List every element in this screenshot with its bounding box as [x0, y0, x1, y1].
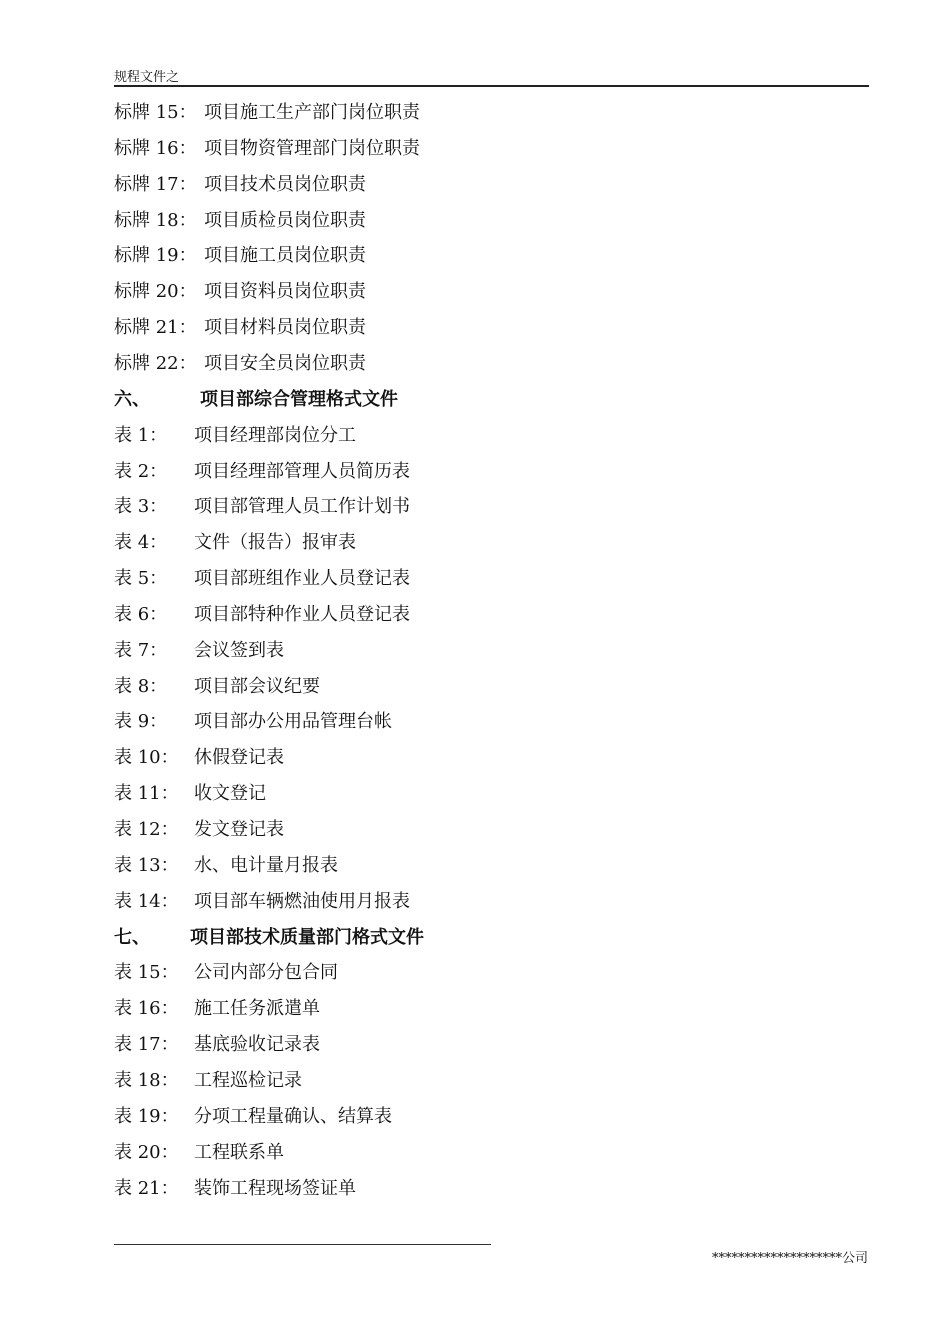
item-label: 表 9： — [114, 711, 168, 733]
item-text: 公司内部分包合同 — [194, 962, 338, 984]
item-label: 表 21： — [114, 1177, 179, 1199]
section-heading — [114, 926, 424, 949]
item-label: 表 18： — [114, 1069, 179, 1091]
item-label: 六、 — [114, 388, 150, 410]
item-text: 项目部班组作业人员登记表 — [194, 568, 410, 590]
item-text: 施工任务派遣单 — [194, 998, 320, 1020]
item-label: 表 5： — [114, 568, 168, 590]
item-label: 表 3： — [114, 496, 168, 518]
item-text: 项目材料员岗位职责 — [204, 317, 366, 339]
footer-rule — [114, 1244, 491, 1245]
item-label: 标牌 20： — [114, 281, 197, 303]
item-text: 项目施工员岗位职责 — [204, 245, 366, 267]
item-text: 项目经理部岗位分工 — [194, 424, 356, 446]
item-label: 表 7： — [114, 639, 168, 661]
list-item — [114, 1105, 392, 1128]
list-item — [114, 209, 366, 232]
item-label: 标牌 17： — [114, 173, 197, 195]
item-label: 表 20： — [114, 1141, 179, 1163]
item-text: 项目部管理人员工作计划书 — [194, 496, 410, 518]
item-text: 休假登记表 — [194, 747, 284, 769]
list-item — [114, 568, 410, 590]
item-label: 表 15： — [114, 962, 179, 984]
item-text: 工程联系单 — [194, 1141, 284, 1163]
list-item — [114, 173, 366, 196]
item-text: 项目部办公用品管理台帐 — [194, 711, 392, 733]
item-label: 表 19： — [114, 1105, 179, 1127]
item-label: 标牌 19： — [114, 245, 197, 267]
item-label: 表 12： — [114, 819, 179, 840]
list-item — [114, 603, 410, 626]
item-text: 项目资料员岗位职责 — [204, 281, 366, 303]
item-text: 项目物资管理部门岗位职责 — [204, 137, 420, 159]
list-item — [114, 1069, 302, 1092]
item-label: 表 13： — [114, 854, 179, 876]
item-text: 装饰工程现场签证单 — [194, 1177, 356, 1199]
item-text: 分项工程量确认、结算表 — [194, 1105, 392, 1127]
item-label: 表 14： — [114, 890, 179, 912]
item-label: 标牌 15： — [114, 102, 197, 123]
item-text: 项目部车辆燃油使用月报表 — [194, 890, 410, 912]
list-item — [114, 496, 410, 518]
item-label: 表 8： — [114, 675, 168, 697]
list-item — [114, 317, 366, 339]
list-item — [114, 460, 410, 483]
header-rule — [114, 85, 869, 87]
list-item — [114, 1034, 320, 1056]
list-item — [114, 281, 366, 303]
item-text: 会议签到表 — [194, 639, 284, 661]
list-item — [114, 137, 420, 160]
list-item — [114, 854, 338, 877]
item-text: 项目部会议纪要 — [194, 675, 320, 697]
list-item — [114, 747, 284, 769]
item-label: 标牌 22： — [114, 352, 197, 374]
item-text: 项目安全员岗位职责 — [204, 352, 366, 374]
list-item — [114, 532, 356, 554]
list-item — [114, 1177, 356, 1200]
item-text: 项目技术员岗位职责 — [204, 173, 366, 195]
list-item — [114, 890, 410, 913]
item-text: 收文登记 — [194, 783, 266, 805]
section-heading — [114, 388, 398, 411]
list-item — [114, 352, 366, 375]
item-label: 表 17： — [114, 1034, 179, 1056]
item-text: 项目质检员岗位职责 — [204, 209, 366, 231]
item-label: 标牌 18： — [114, 209, 197, 231]
footer-company: ********************公司 — [711, 1251, 868, 1266]
list-item — [114, 1141, 284, 1164]
item-label: 表 2： — [114, 460, 168, 482]
item-text: 水、电计量月报表 — [194, 854, 338, 876]
list-item — [114, 245, 366, 267]
list-item — [114, 675, 320, 698]
list-item — [114, 711, 392, 733]
list-item — [114, 102, 420, 124]
list-item — [114, 639, 284, 662]
item-label: 表 1： — [114, 424, 168, 446]
item-text: 基底验收记录表 — [194, 1034, 320, 1056]
item-label: 表 6： — [114, 603, 168, 625]
item-label: 七、 — [114, 926, 150, 948]
item-label: 标牌 16： — [114, 137, 197, 159]
item-label: 表 11： — [114, 783, 179, 805]
item-text: 项目部特种作业人员登记表 — [194, 603, 410, 625]
item-label: 表 4： — [114, 532, 168, 554]
item-label: 表 16： — [114, 998, 179, 1020]
header-title: 规程文件之 — [114, 70, 180, 85]
item-text: 工程巡检记录 — [194, 1069, 302, 1091]
item-text: 文件（报告）报审表 — [194, 532, 356, 554]
item-text: 项目经理部管理人员简历表 — [194, 460, 410, 482]
item-text: 项目部技术质量部门格式文件 — [190, 926, 424, 948]
list-item — [114, 998, 320, 1020]
list-item — [114, 819, 284, 841]
item-text: 项目部综合管理格式文件 — [200, 388, 398, 410]
item-text: 项目施工生产部门岗位职责 — [204, 102, 420, 123]
list-item — [114, 962, 338, 984]
item-text: 发文登记表 — [194, 819, 284, 840]
item-label: 表 10： — [114, 747, 179, 769]
list-item — [114, 783, 266, 805]
item-label: 标牌 21： — [114, 317, 197, 339]
list-item — [114, 424, 356, 447]
